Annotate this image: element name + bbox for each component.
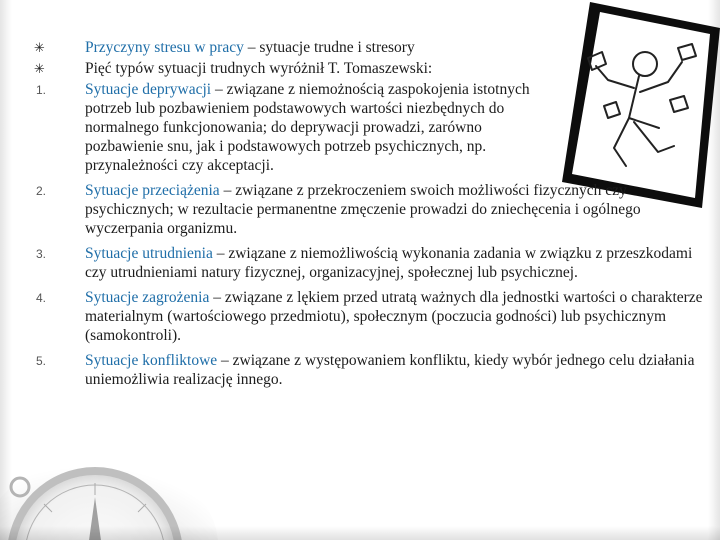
bullet-list [0,38,720,389]
accent-text: Sytuacje zagrożenia [85,289,210,306]
item-text: – związane z niemożnością zaspokojenia istotnych potrzeb lub pozbawieniem podstawowych wartości niezbędnych do normalnego funkcjonowania; do deprywacji prowadzi, zarówno pozbawienie snu, jak i podstawowych potrzeb psychicznych, np. przynależności czy akceptacji. [85,81,530,174]
slide-title [85,38,525,57]
item-text: – związane z przekroczeniem swoich możliwości fizycznych czy psychicznych; w rezultacie permanentne zmęczenie prowadzi do zniechęcenia i ogólnego wyczerpania organizmu. [85,182,641,237]
list-item [0,244,713,282]
item-text: – związane z występowaniem konfliktu, kiedy wybór jednego celu działania uniemożliwia realizację innego. [85,352,695,388]
list-item [0,59,720,78]
item-body [85,351,705,389]
item-number: 2. [36,184,47,198]
item-body [85,80,545,175]
item-number: 3. [36,247,47,261]
item-body [85,288,705,345]
slide-shadow-left [0,0,12,540]
accent-text: Przyczyny stresu w pracy [85,39,244,56]
list-item [0,351,705,389]
slide-shadow-bottom [0,526,720,540]
item-body [85,181,705,238]
accent-text: Sytuacje utrudnienia [85,245,213,262]
accent-text: Sytuacje deprywacji [85,81,212,98]
item-text: – sytuacje trudne i stresory [243,39,415,56]
list-item [0,38,720,57]
item-number: 5. [36,354,47,368]
item-number: 1. [36,83,47,97]
item-number: 4. [36,291,47,305]
item-text: Pięć typów sytuacji trudnych wyróżnił T. Tomaszewski: [85,60,433,77]
compass-image [0,385,250,540]
list-item [0,80,545,175]
item-text: – związane z niemożliwością wykonania zadania w związku z przeszkodami czy utrudnieniami natury fizycznej, organizacyjnej, społecznej lub psychicznej. [85,245,693,281]
accent-text: Sytuacje przeciążenia [85,182,220,199]
bullet-icon: ✳ [34,61,45,76]
bullet-icon: ✳ [34,40,45,55]
item-body [85,244,713,282]
item-text: – związane z lękiem przed utratą ważnych dla jednostki wartości o charakterze materialnym (wartościowego przedmiotu), społecznym (poczucia godności) lub psychicznym (samokontroli). [85,289,703,344]
list-item [0,181,705,238]
list-item [0,288,705,345]
slide-shadow-right [708,0,720,540]
accent-text: Sytuacje konfliktowe [85,352,218,369]
